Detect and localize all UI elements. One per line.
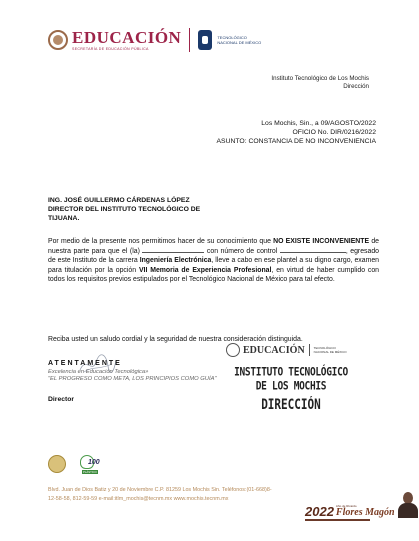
office-institute: Instituto Tecnológico de Los Mochis — [271, 75, 369, 82]
stamp-tec-line1: TECNOLÓGICO — [313, 346, 336, 350]
portrait-icon — [397, 490, 419, 518]
logo-divider — [189, 28, 190, 52]
year-banner — [305, 490, 419, 518]
addressee-title: DIRECTOR DEL INSTITUTO TECNOLÓGICO DE — [48, 206, 201, 213]
office-department: Dirección — [343, 83, 369, 90]
tecnm-line2: NACIONAL DE MÉXICO — [217, 40, 262, 45]
national-seal-icon — [48, 30, 68, 50]
stamp-city: DE LOS MOCHIS — [255, 379, 327, 394]
plastic-free-badge-icon: 100 PLÁSTICO — [78, 455, 106, 473]
year-label: 2022 — [305, 504, 334, 519]
body-paragraph: Por medio de la presente nos permitimos hacer de su conocimiento que NO EXISTE INCONVENIENTE de nuestra parte para que el (la) con número de control , egresado de este Instituto de la carrera Ingeniería Electrónica, lleve a cabo en ese plantel a su digno cargo, examen para titulación por la opción VII Memoria de Experiencia Profesional, en virtud de haber cumplido con todos los requisitos previos estipulados por el Tecnológico Nacional de México para tal efecto. — [48, 238, 380, 284]
banner-underline — [305, 519, 370, 521]
student-name-blank — [142, 252, 204, 253]
subject-line: ASUNTO: CONSTANCIA DE NO INCONVENIENCIA — [216, 138, 376, 145]
year-dedication-name: Flores Magón — [335, 507, 395, 518]
office-number: OFICIO No. DIR/0216/2022 — [292, 129, 376, 136]
tecnm-logo-icon — [198, 28, 214, 52]
control-number-blank — [280, 252, 346, 253]
issuing-office — [271, 75, 369, 91]
addressee-block — [48, 196, 248, 223]
signer-role: Director — [48, 396, 75, 403]
place-date: Los Mochis, Sin., a 09/AGOSTO/2022 — [261, 120, 376, 127]
reference-block — [217, 119, 377, 146]
closing-line: Reciba usted un saludo cordial y la seguridad de nuestra consideración distinguida. — [48, 336, 303, 343]
institute-seal-icon — [48, 455, 66, 473]
motto-line2: "EL PROGRESO COMO META, LOS PRINCIPIOS COMO GUÍA" — [48, 376, 217, 382]
footer-address-line2: 12-58-58, 812-59-59 e-mail:itlm_mochis@tecnm.mx www.mochis.tecnm.mx — [48, 496, 229, 502]
footer-address — [48, 486, 328, 504]
footer-logos — [48, 455, 106, 473]
edu-logo-title: EDUCACIÓN — [72, 28, 182, 47]
atentamente-label: ATENTAMENTE — [48, 360, 122, 367]
addressee-name: ING. JOSÉ GUILLERMO CÁRDENAS LÓPEZ — [48, 197, 190, 204]
stamp-department: DIRECCIÓN — [261, 396, 321, 413]
addressee-institution: TIJUANA. — [48, 215, 80, 222]
header-logos — [48, 28, 261, 52]
footer-address-line1: Blvd. Juan de Dios Batiz y 20 de Noviembre C.P. 81259 Los Mochis Sin. Teléfonos:(01-668)8- — [48, 487, 272, 493]
year-dedication-small: Año de Ricardo — [335, 504, 357, 508]
edu-logo-subtitle: SECRETARÍA DE EDUCACIÓN PÚBLICA — [72, 47, 149, 51]
official-stamp — [226, 343, 356, 423]
stamp-institute: INSTITUTO TECNOLÓGICO — [234, 365, 348, 380]
tecnm-line1: TECNOLÓGICO — [217, 35, 247, 40]
stamp-edu: EDUCACIÓN — [243, 344, 305, 356]
stamp-tec-line2: NACIONAL DE MÉXICO — [313, 350, 347, 354]
motto-line1: Excelencia en Educación Tecnológica» — [48, 369, 149, 375]
stamp-seal-icon — [226, 343, 240, 357]
